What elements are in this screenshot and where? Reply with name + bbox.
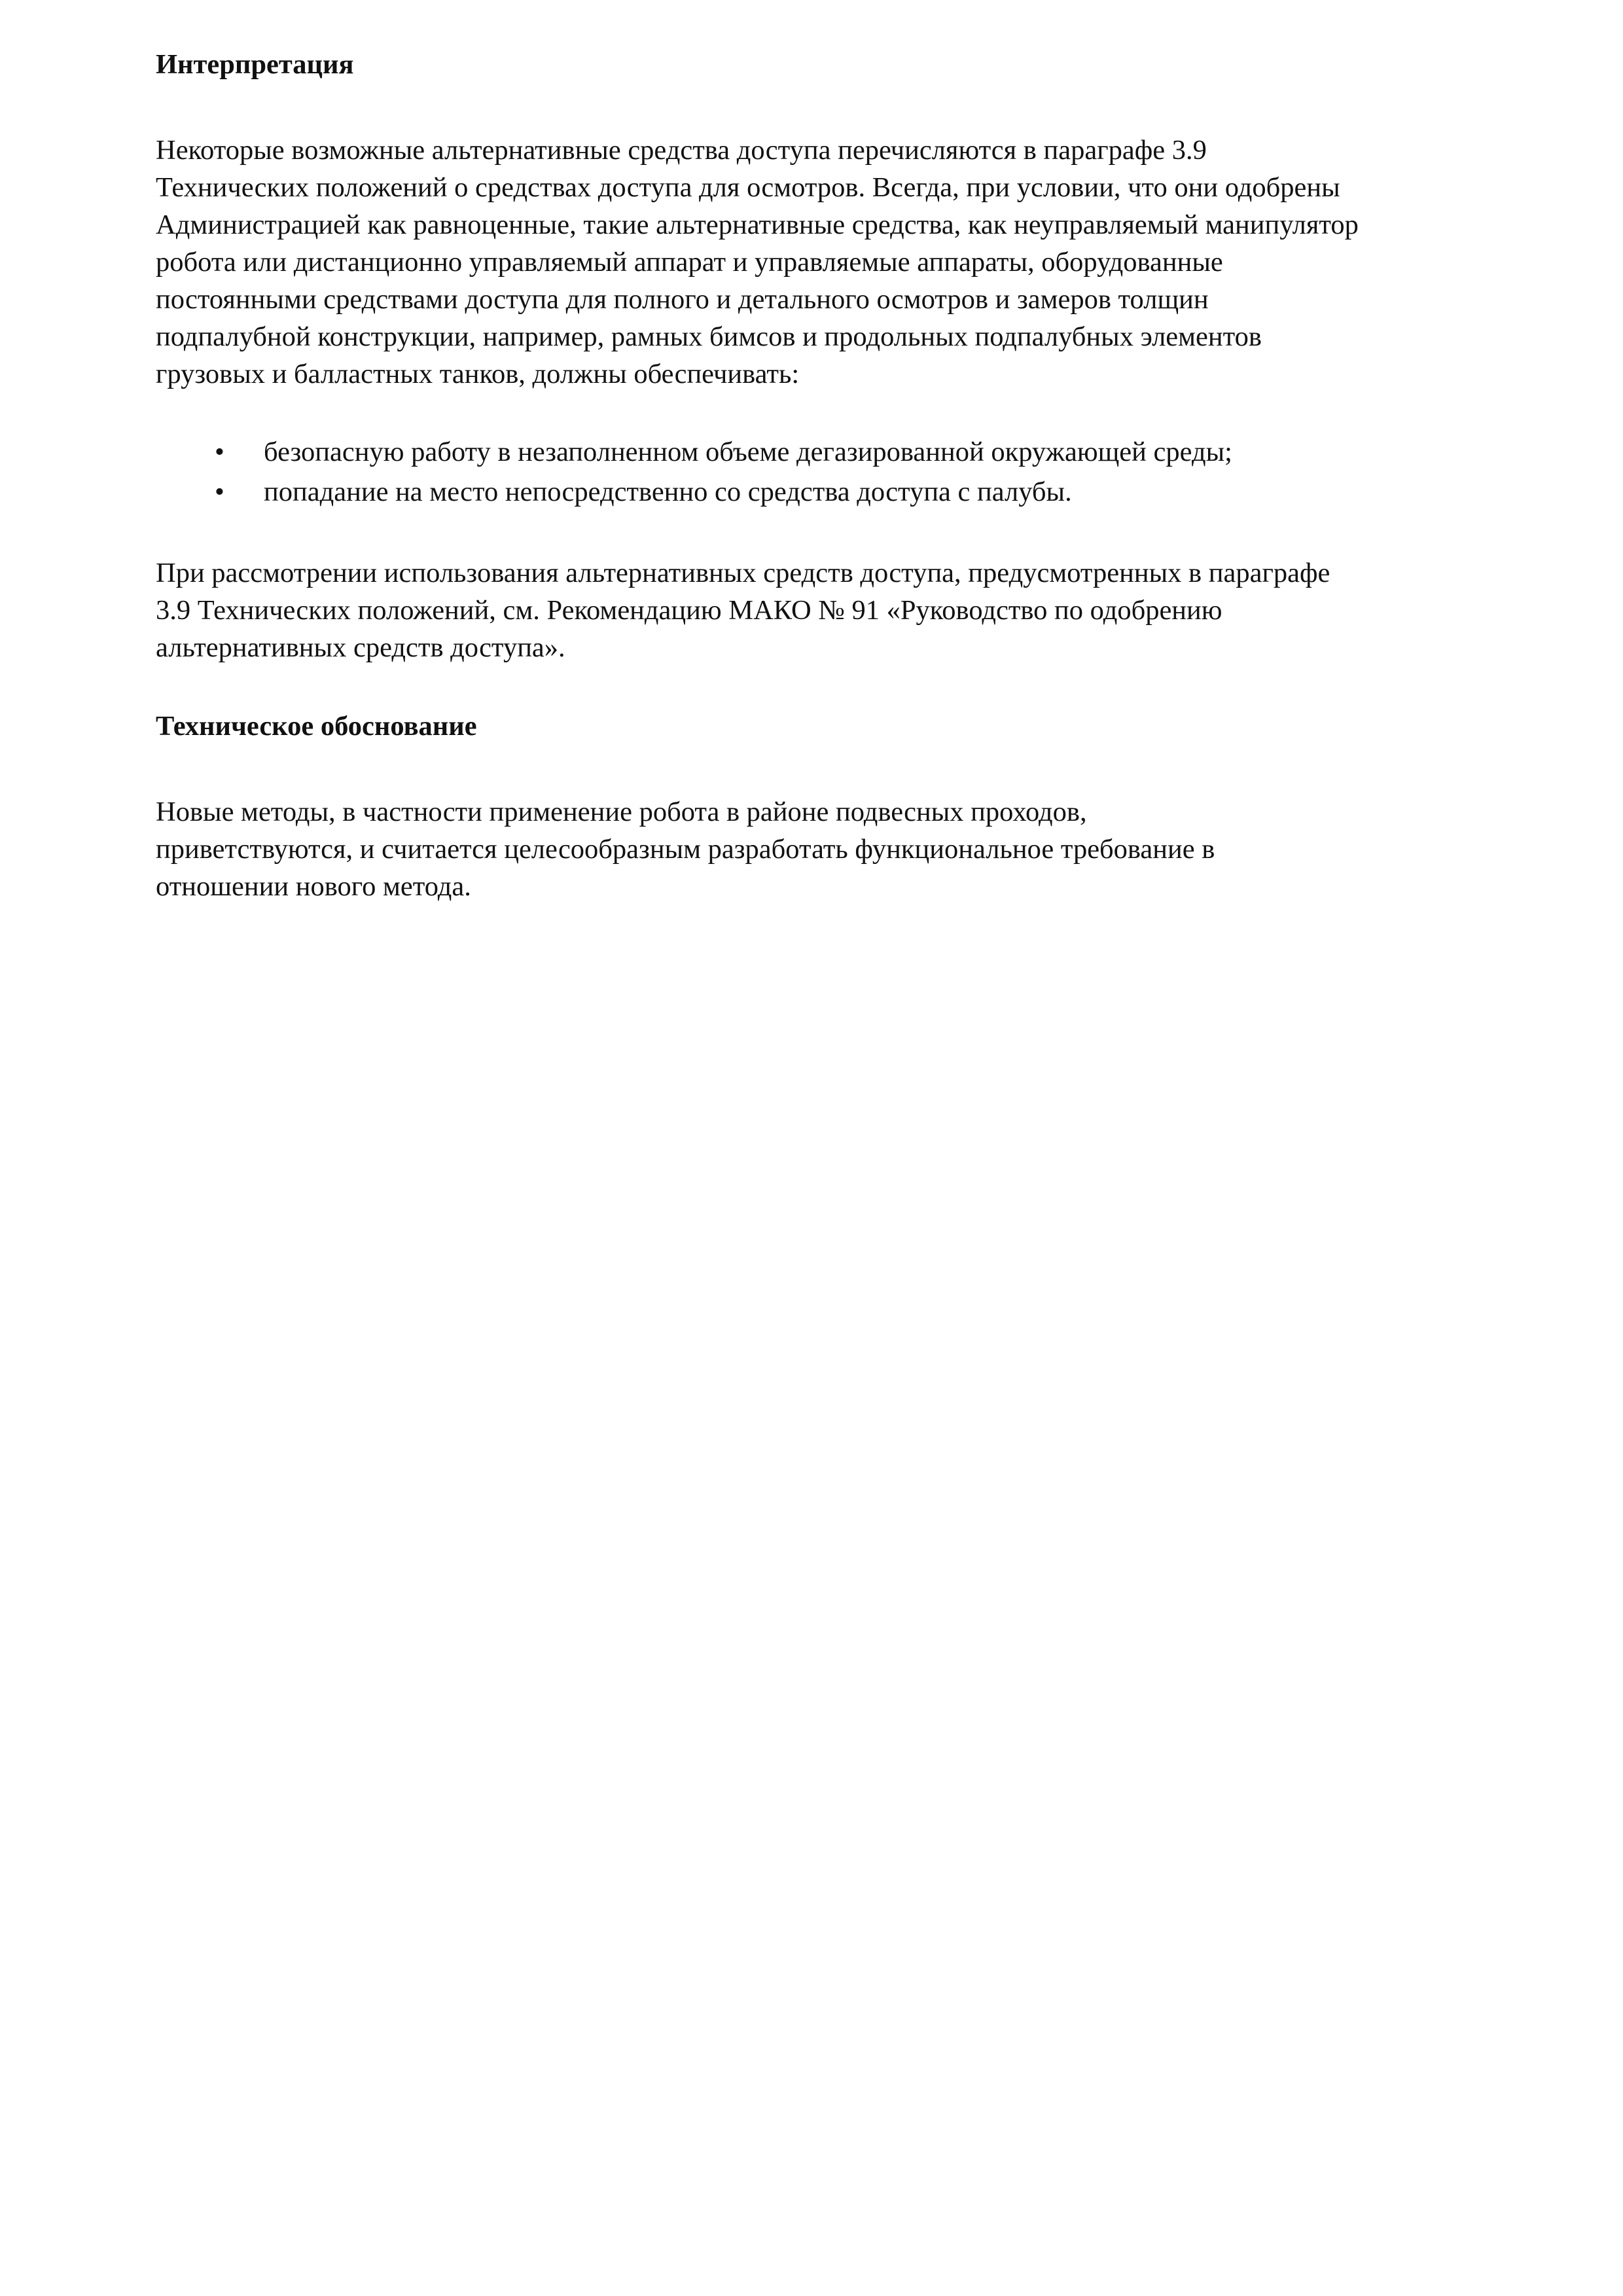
text-line: подпалубной конструкции, например, рамных бимсов и продольных подпалубных элементов — [156, 321, 1262, 352]
paragraph-interpretation-intro — [156, 132, 1517, 393]
document-body — [156, 46, 1517, 905]
heading-technical-rationale: Техническое обоснование — [156, 711, 477, 742]
requirements-list — [156, 433, 1517, 513]
bullet-marker: • — [215, 476, 224, 507]
text-line: приветствуются, и считается целесообразным разработать функциональное требование в — [156, 834, 1215, 865]
heading-interpretation: Интерпретация — [156, 49, 354, 80]
text-line: грузовых и балластных танков, должны обеспечивать: — [156, 359, 800, 389]
text-line: При рассмотрении использования альтернативных средств доступа, предусмотренных в параграфе — [156, 558, 1330, 588]
text-line: Администрацией как равноценные, такие альтернативные средства, как неуправляемый манипулятор — [156, 209, 1359, 240]
text-line: Некоторые возможные альтернативные средства доступа перечисляются в параграфе 3.9 — [156, 135, 1207, 166]
text-line: альтернативных средств доступа». — [156, 632, 565, 663]
text-line: постоянными средствами доступа для полного и детального осмотров и замеров толщин — [156, 284, 1209, 315]
list-item — [156, 433, 1517, 473]
paragraph-interpretation-reference — [156, 554, 1517, 666]
text-line: 3.9 Технических положений, см. Рекомендацию МАКО № 91 «Руководство по одобрению — [156, 595, 1222, 626]
bullet-marker: • — [215, 437, 224, 467]
text-line: робота или дистанционно управляемый аппарат и управляемые аппараты, оборудованные — [156, 247, 1223, 278]
list-item-text: попадание на место непосредственно со средства доступа с палубы. — [264, 476, 1072, 507]
text-line: Новые методы, в частности применение робота в районе подвесных проходов, — [156, 797, 1087, 827]
list-item-text: безопасную работу в незаполненном объеме дегазированной окружающей среды; — [264, 437, 1232, 467]
text-line: Технических положений о средствах доступа для осмотров. Всегда, при условии, что они одобрены — [156, 172, 1340, 203]
paragraph-technical-rationale — [156, 793, 1517, 905]
list-item — [156, 473, 1517, 513]
text-line: отношении нового метода. — [156, 871, 471, 902]
